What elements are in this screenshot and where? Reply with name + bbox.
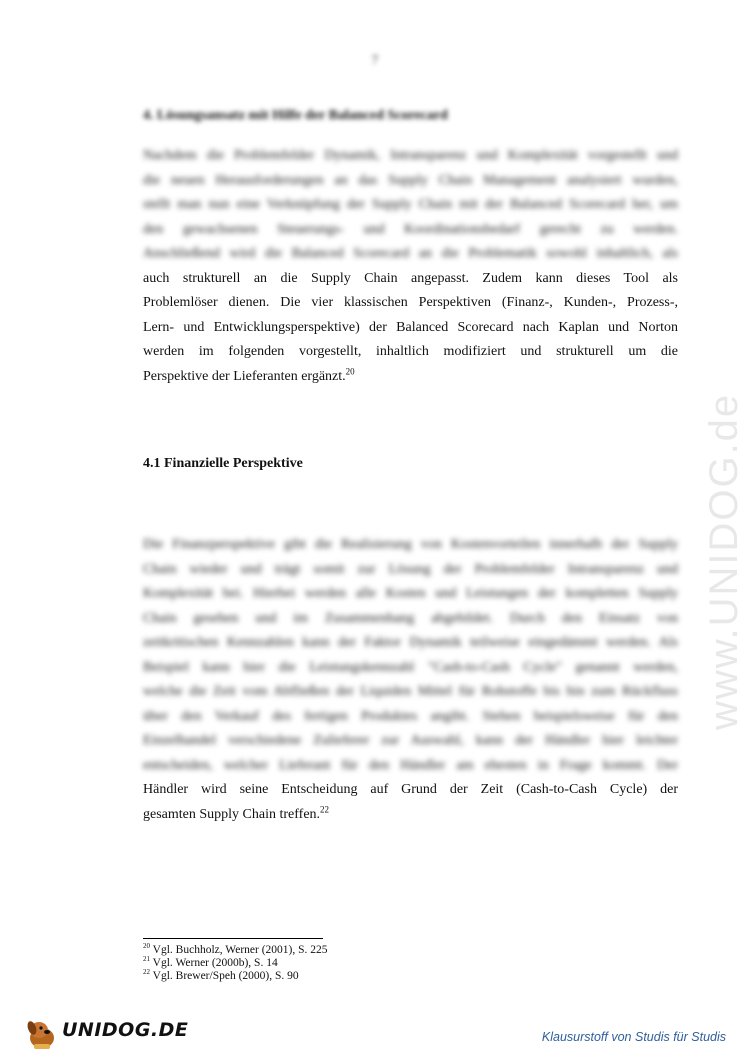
footnote-number: 20 — [143, 942, 150, 951]
unidog-logo — [22, 1016, 189, 1050]
blurred-text-line: den gewachsenen Steuerungs- und Koordinationsbedarf gerecht zu werden. — [143, 221, 678, 237]
blurred-text-line: über den Verkauf des fertigen Produktes angibt. Stehen beispielsweise für den — [143, 708, 678, 724]
footnote — [143, 944, 328, 957]
footnote-number: 22 — [143, 968, 150, 977]
blurred-text-line: welche die Zeit vom Abfließen der Liquiden Mittel für Rohstoffe bis hin zum Rückfluss — [143, 684, 678, 699]
blurred-text-line: entscheiden, welcher Lieferant für den Händler am ehesten in Frage kommt. Der — [143, 757, 678, 773]
blurred-text-line: Einzelhandel verschiedene Zulieferer zur Auswahl, kann der Händler hier leichter — [143, 733, 678, 748]
footnote-text: Vgl. Werner (2000b), S. 14 — [152, 957, 278, 969]
footnotes — [143, 944, 328, 983]
footnote-ref: 22 — [320, 803, 330, 814]
footnote — [143, 957, 328, 970]
text-line: werden im folgenden vorgestellt, inhaltlich modifiziert und strukturell um die — [143, 344, 678, 359]
text-line-last — [143, 803, 678, 828]
footnote-number: 21 — [143, 955, 150, 964]
text-line: Händler wird seine Entscheidung auf Grund der Zeit (Cash-to-Cash Cycle) der — [143, 782, 678, 797]
blurred-text-line: stellt man nun eine Verknüpfung der Supply Chain mit der Balanced Scorecard her, um — [143, 197, 678, 212]
footnote-divider — [143, 938, 323, 939]
footnote-ref: 20 — [345, 365, 355, 376]
text-line-content: Perspektive der Lieferanten ergänzt. — [143, 368, 346, 384]
blurred-text-line: Anschließend wird die Balanced Scorecard an die Problematik sowohl inhaltlich, als — [143, 246, 678, 261]
blurred-text-line: Komplexität bei. Hierbei werden alle Kosten und Leistungen der kompletten Supply — [143, 586, 678, 601]
footnote-text: Vgl. Buchholz, Werner (2001), S. 225 — [152, 944, 328, 956]
text-line-last — [143, 365, 678, 390]
blurred-text-line: Nachdem die Problemfelder Dynamik, Intransparenz und Komplexität vorgestellt und — [143, 148, 678, 163]
blurred-text-line: Die Finanzperspektive gibt die Realisierung von Kostenvorteilen innerhalb der Supply — [143, 537, 678, 552]
blurred-text-line: Chain gesehen und im Zusammenhang abgebildet. Durch den Einsatz von — [143, 610, 678, 626]
text-line: Lern- und Entwicklungsperspektive) der Balanced Scorecard nach Kaplan und Norton — [143, 319, 678, 335]
dog-mascot-icon — [22, 1016, 62, 1050]
footnote — [143, 970, 328, 983]
paragraph-2 — [143, 533, 678, 827]
subsection-heading: 4.1 Finanzielle Perspektive — [143, 456, 303, 471]
text-line: Problemlöser dienen. Die vier klassischen Perspektiven (Finanz-, Kunden-, Prozess-, — [143, 295, 678, 310]
text-line-content: gesamten Supply Chain treffen. — [143, 806, 321, 822]
watermark: www.UNIDOG.de — [702, 392, 746, 730]
blurred-text-line: Chain wieder und trägt somit zur Lösung der Problemfelder Intransparenz und — [143, 561, 678, 577]
tagline: Klausurstoff von Studis für Studis — [541, 1030, 726, 1044]
page-number: 7 — [371, 52, 379, 67]
blurred-text-line: zeitkritischen Kennzahlen kann der Faktor Dynamik teilweise eingedämmt werden. Als — [143, 635, 678, 650]
section-heading: 4. Lösungsansatz mit Hilfe der Balanced Scorecard — [143, 108, 448, 123]
logo-text: UNIDOG.DE — [62, 1019, 189, 1041]
paragraph-1 — [143, 144, 678, 389]
text-line: auch strukturell an die Supply Chain angepasst. Zudem kann dieses Tool als — [143, 270, 678, 286]
footnote-text: Vgl. Brewer/Speh (2000), S. 90 — [152, 970, 299, 982]
blurred-text-line: die neuen Herausforderungen an das Supply Chain Management analysiert wurden, — [143, 172, 678, 188]
blurred-text-line: Beispiel kann hier die Leistungskennzahl "Cash-to-Cash Cycle" genannt werden, — [143, 659, 678, 675]
